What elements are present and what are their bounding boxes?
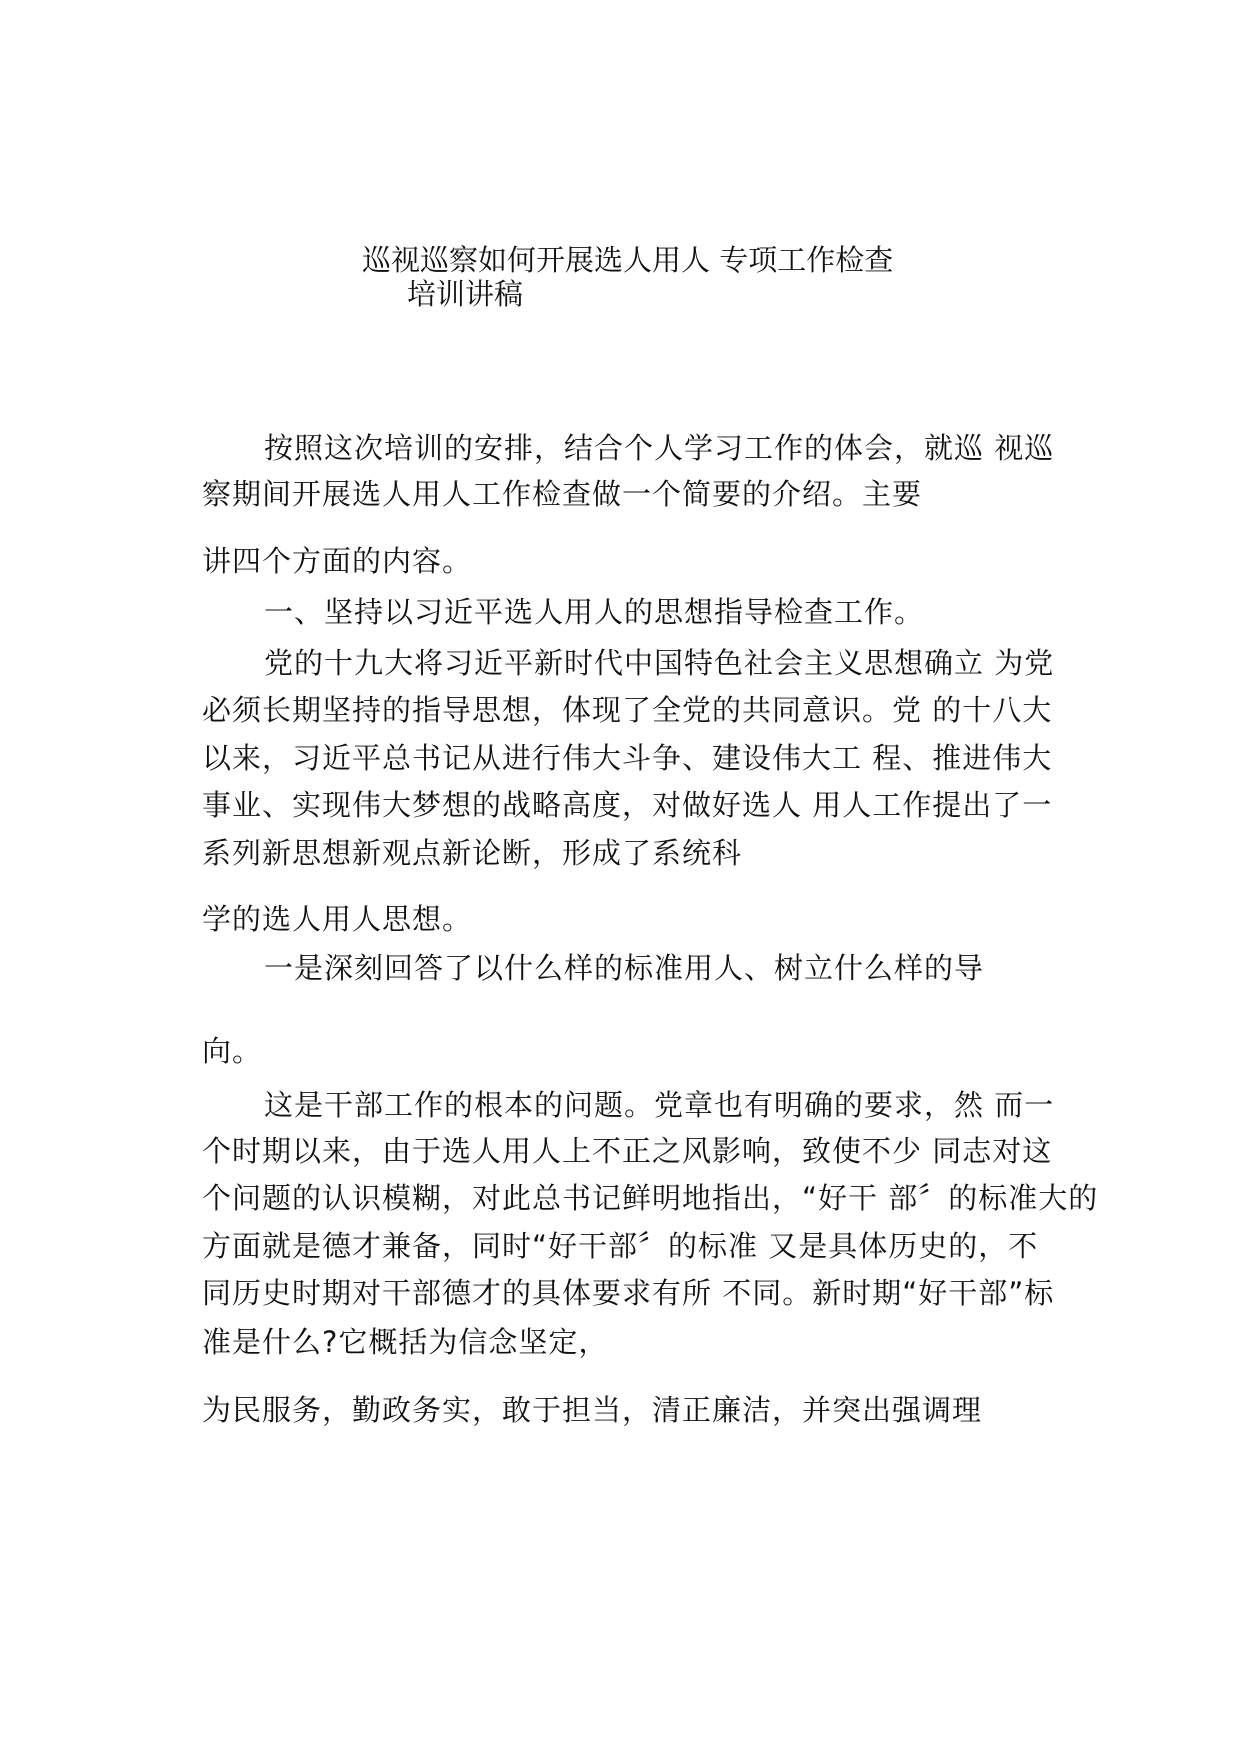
body-line-11: 一是深刻回答了以什么样的标准用人、树立什么样的导	[264, 951, 985, 985]
body-line-1: 按照这次培训的安排，结合个人学习工作的体会，就巡 视巡	[264, 431, 1055, 465]
body-line-19: 为民服务，勤政务实，敢于担当，清正廉洁，并突出强调理	[202, 1393, 983, 1427]
body-line-18: 准是什么?它概括为信念坚定，	[202, 1325, 609, 1359]
body-line-15: 个问题的认识模糊，对此总书记鲜明地指出，“好干 部〞的标准大的	[202, 1181, 1099, 1215]
body-line-8: 事业、实现伟大梦想的战略高度，对做好选人 用人工作提出了一	[202, 788, 1053, 822]
document-title-line1: 巡视巡察如何开展选人用人 专项工作检查	[362, 243, 894, 277]
body-line-9: 系列新思想新观点新论断，形成了系统科	[202, 836, 743, 870]
body-line-17: 同历史时期对干部德才的具体要求有所 不同。新时期“好干部”标	[202, 1276, 1055, 1310]
body-line-12: 向。	[202, 1034, 263, 1068]
body-line-2: 察期间开展选人用人工作检查做一个简要的介绍。主要	[202, 477, 923, 511]
body-line-4: 一、坚持以习近平选人用人的思想指导检查工作。	[264, 595, 925, 629]
body-line-7: 以来，习近平总书记从进行伟大斗争、建设伟大工 程、推进伟大	[202, 741, 1053, 775]
body-line-16: 方面就是德才兼备，同时“好干部〞的标准 又是具体历史的，不	[202, 1229, 1039, 1263]
body-line-14: 个时期以来，由于选人用人上不正之风影响，致使不少 同志对这	[202, 1134, 1053, 1168]
body-line-13: 这是干部工作的根本的问题。党章也有明确的要求，然 而一	[264, 1088, 1055, 1122]
body-line-5: 党的十九大将习近平新时代中国特色社会主义思想确立 为党	[264, 646, 1055, 680]
body-line-10: 学的选人用人思想。	[202, 902, 473, 936]
body-line-3: 讲四个方面的内容。	[202, 544, 473, 578]
document-title-line2: 培训讲稿	[407, 277, 524, 311]
body-line-6: 必须长期坚持的指导思想，体现了全党的共同意识。党 的十八大	[202, 693, 1053, 727]
